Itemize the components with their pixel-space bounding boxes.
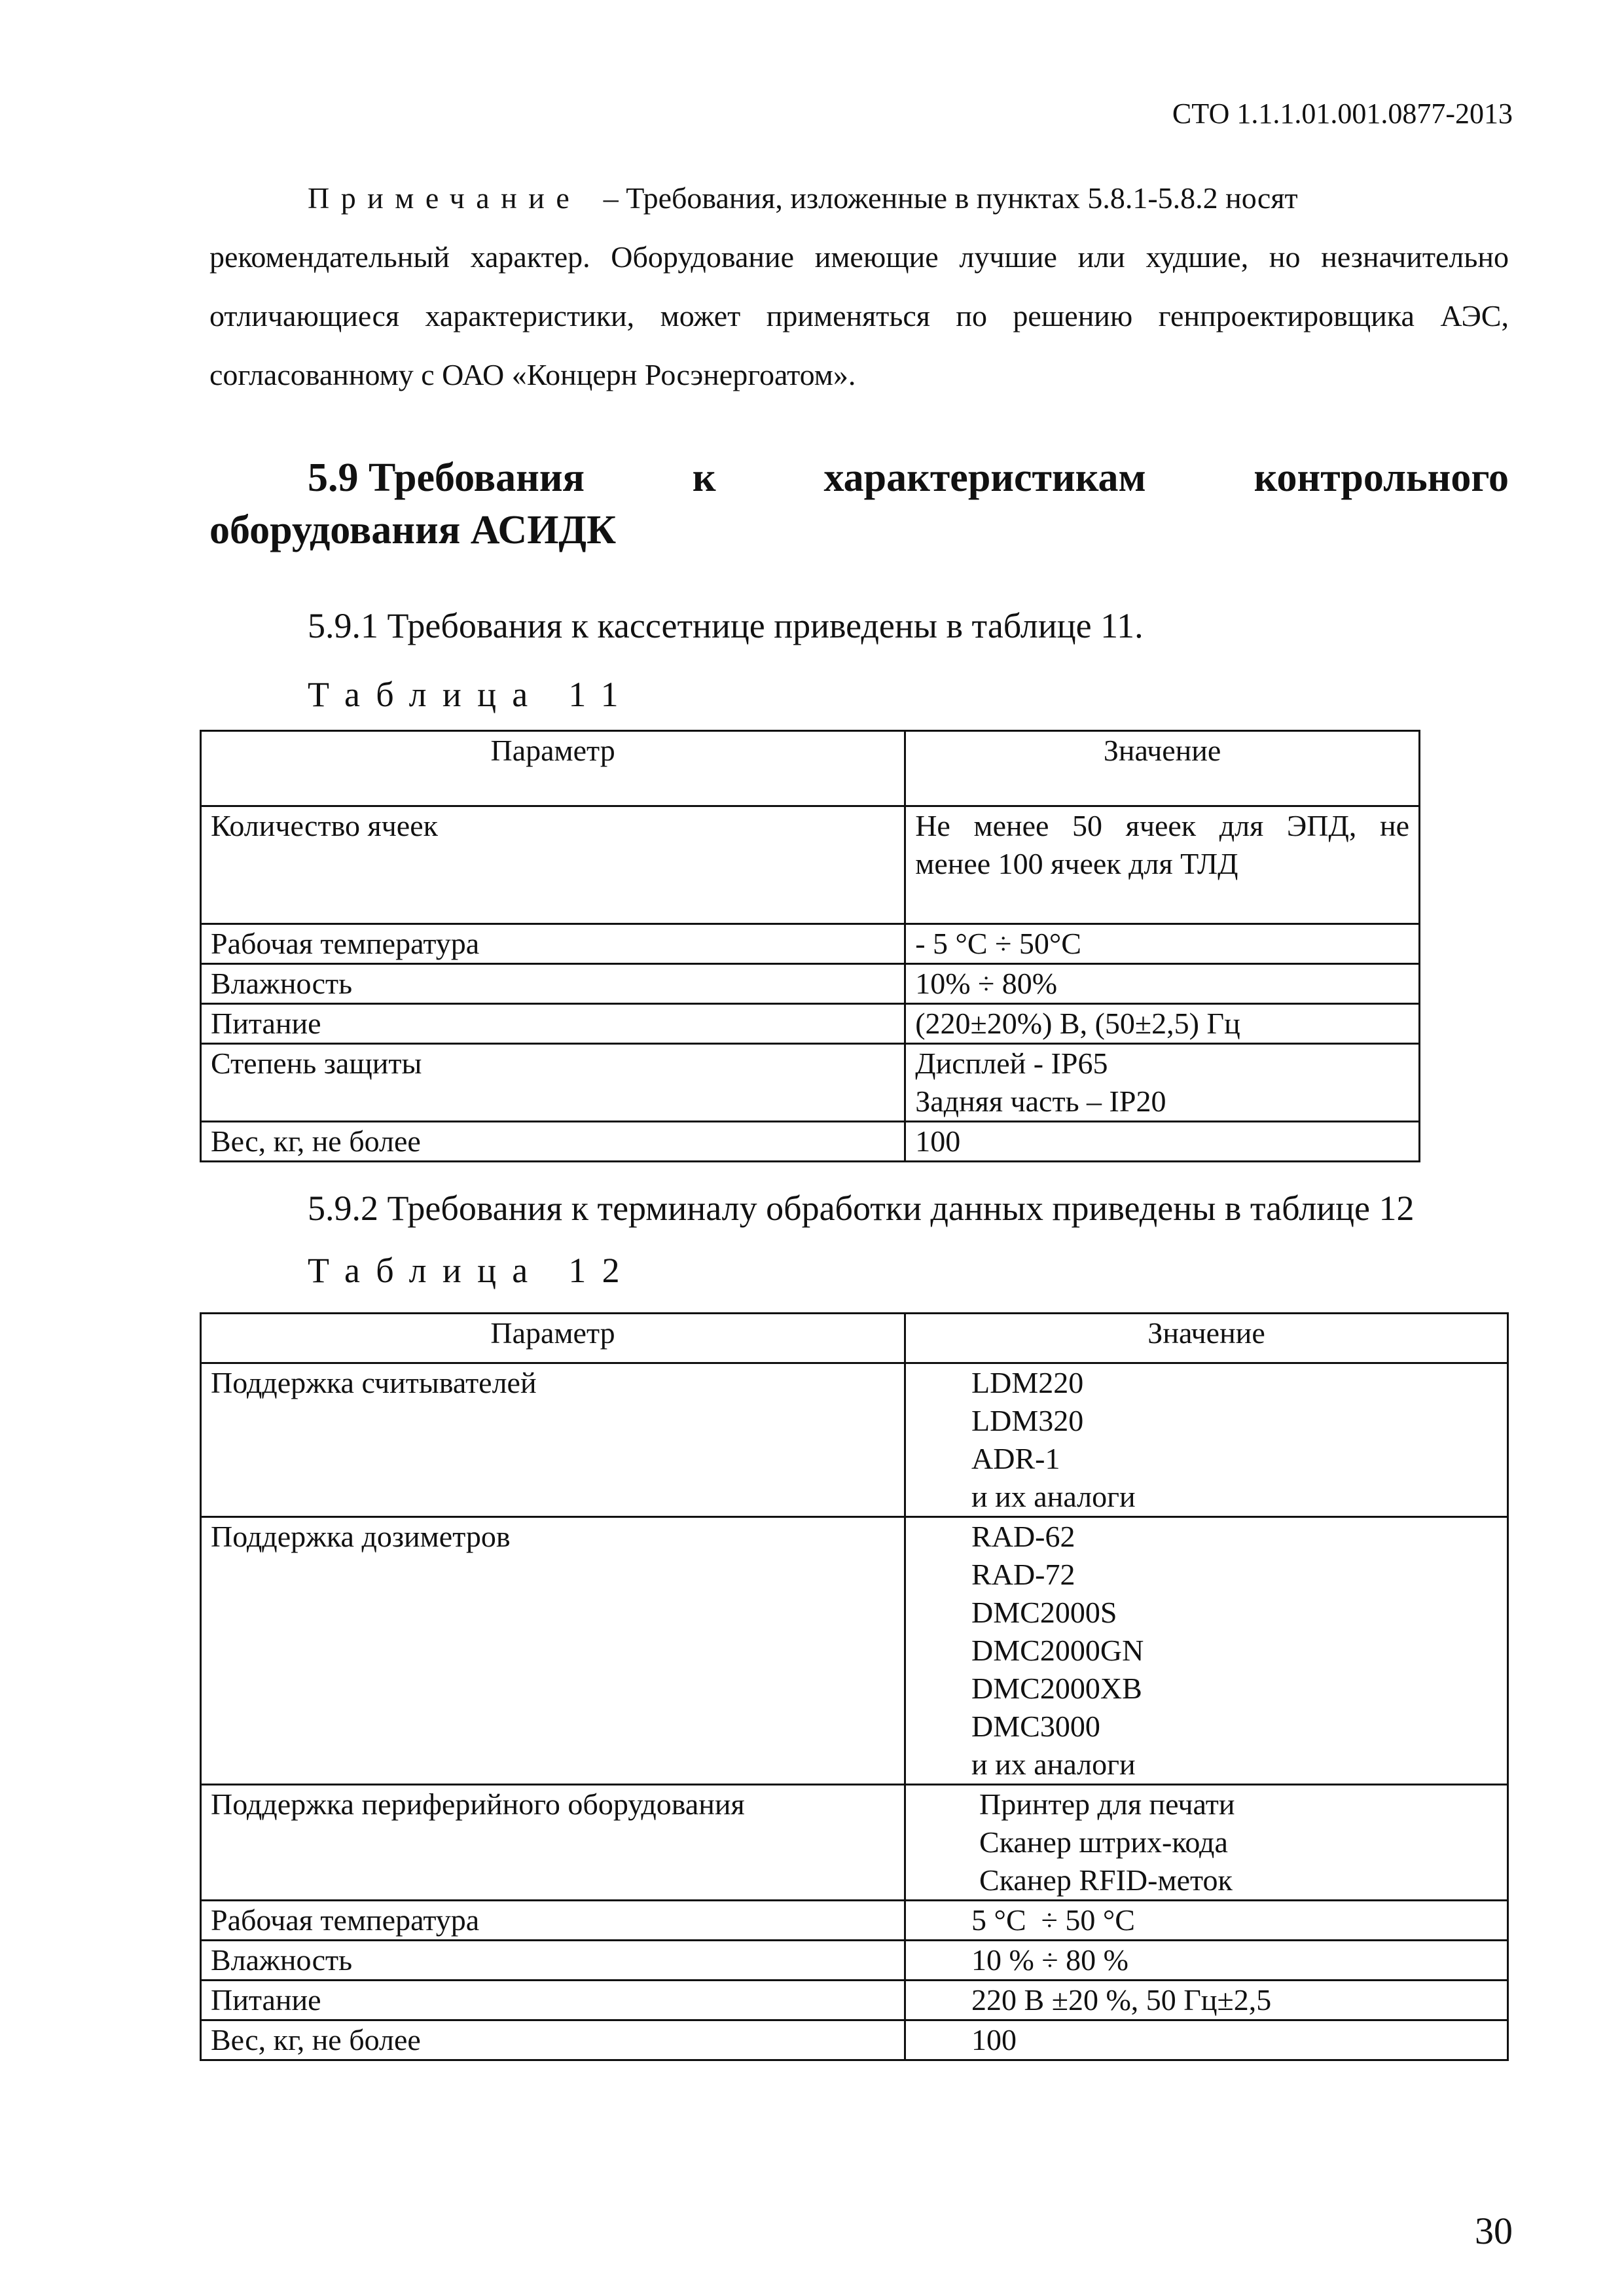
table-row: [201, 1901, 1508, 1941]
table-row: [201, 1044, 1420, 1122]
value-line: LDM320: [971, 1404, 1084, 1437]
param-cell: Вес, кг, не более: [201, 1122, 905, 1162]
table-header-row: [201, 731, 1420, 806]
table-row: [201, 1941, 1508, 1981]
value-line: DMC3000: [971, 1710, 1100, 1743]
value-cell: [905, 806, 1420, 924]
section-title-word-3: характеристикам: [823, 456, 1146, 500]
value-line: Задняя часть – IP20: [915, 1085, 1166, 1118]
value-line: LDM220: [971, 1366, 1084, 1399]
note-line-1: [209, 169, 1509, 228]
param-cell: Поддержка периферийного оборудования: [201, 1785, 905, 1901]
note-label: Примечание: [308, 181, 581, 215]
param-cell: Рабочая температура: [201, 1901, 905, 1941]
value-line: Принтер для печати: [979, 1787, 1235, 1821]
value-line: DMC2000XB: [971, 1672, 1142, 1705]
document-code: СТО 1.1.1.01.001.0877-2013: [1172, 98, 1513, 130]
header-value: Значение: [905, 731, 1420, 806]
table-row: [201, 1785, 1508, 1901]
value-cell: - 5 °С ÷ 50°С: [905, 924, 1420, 964]
value-line: Сканер штрих-кода: [979, 1825, 1228, 1859]
value-line: менее 100 ячеек для ТЛД: [915, 847, 1238, 880]
note-line-3: отличающиеся характеристики, может применяться по решению генпроектировщика АЭС,: [209, 299, 1509, 332]
value-cell: [905, 1785, 1508, 1901]
value-cell: 10% ÷ 80%: [905, 964, 1420, 1004]
param-cell: Влажность: [201, 964, 905, 1004]
paragraph-5-9-1: 5.9.1 Требования к кассетнице приведены в таблице 11.: [308, 606, 1144, 645]
param-cell: Влажность: [201, 1941, 905, 1981]
note-line-2: рекомендательный характер. Оборудование имеющие лучшие или худшие, но незначительно: [209, 240, 1509, 274]
table-row: [201, 1004, 1420, 1044]
table-row: [201, 2020, 1508, 2060]
value-cell: 220 В ±20 %, 50 Гц±2,5: [905, 1981, 1508, 2020]
table-row: [201, 1363, 1508, 1517]
section-title-word-2: к: [692, 456, 716, 500]
param-cell: Степень защиты: [201, 1044, 905, 1122]
value-cell: 10 % ÷ 80 %: [905, 1941, 1508, 1981]
header-parameter: Параметр: [201, 1314, 905, 1363]
table-row: [201, 964, 1420, 1004]
value-line: ADR-1: [971, 1442, 1060, 1475]
value-line: Дисплей - IP65: [915, 1047, 1108, 1080]
header-parameter: Параметр: [201, 731, 905, 806]
section-title-word-1: 5.9 Требования: [308, 456, 585, 500]
table-row: [201, 1517, 1508, 1785]
section-title-line-2: оборудования АСИДК: [209, 508, 617, 552]
value-line: Не менее 50 ячеек для ЭПД, не: [915, 809, 1409, 842]
value-line: Сканер RFID-меток: [979, 1863, 1233, 1897]
table-header-row: [201, 1314, 1508, 1363]
param-cell: Поддержка считывателей: [201, 1363, 905, 1517]
paragraph-5-9-2: 5.9.2 Требования к терминалу обработки данных приведены в таблице 12: [308, 1189, 1415, 1228]
value-cell: [905, 1517, 1508, 1785]
param-cell: Поддержка дозиметров: [201, 1517, 905, 1785]
note-line-4: согласованному с ОАО «Концерн Росэнергоатом».: [209, 358, 856, 391]
table-row: [201, 1981, 1508, 2020]
note-block: [209, 169, 1509, 404]
table-row: [201, 1122, 1420, 1162]
value-cell: 100: [905, 1122, 1420, 1162]
param-cell: Вес, кг, не более: [201, 2020, 905, 2060]
table-12-caption: Таблица 12: [308, 1251, 636, 1290]
value-line: и их аналоги: [971, 1480, 1136, 1513]
table-row: [201, 924, 1420, 964]
note-text-1: – Требования, изложенные в пунктах 5.8.1-5.8.2 носят: [603, 181, 1298, 215]
section-heading: [209, 452, 1509, 556]
param-cell: Рабочая температура: [201, 924, 905, 964]
page-number: 30: [1475, 2210, 1513, 2252]
value-cell: (220±20%) В, (50±2,5) Гц: [905, 1004, 1420, 1044]
table-row: [201, 806, 1420, 924]
table-11: [200, 730, 1420, 1162]
value-line: RAD-72: [971, 1558, 1075, 1591]
section-title-word-4: контрольного: [1254, 456, 1509, 500]
value-line: DMC2000GN: [971, 1634, 1144, 1667]
header-value: Значение: [905, 1314, 1508, 1363]
param-cell: Питание: [201, 1004, 905, 1044]
table-12: [200, 1312, 1509, 2061]
value-cell: 5 °С ÷ 50 °С: [905, 1901, 1508, 1941]
value-line: и их аналоги: [971, 1748, 1136, 1781]
table-11-caption: Таблица 11: [308, 675, 634, 714]
param-cell: Количество ячеек: [201, 806, 905, 924]
value-cell: [905, 1363, 1508, 1517]
value-line: RAD-62: [971, 1520, 1075, 1553]
value-line: DMC2000S: [971, 1596, 1117, 1629]
param-cell: Питание: [201, 1981, 905, 2020]
value-cell: 100: [905, 2020, 1508, 2060]
value-cell: [905, 1044, 1420, 1122]
